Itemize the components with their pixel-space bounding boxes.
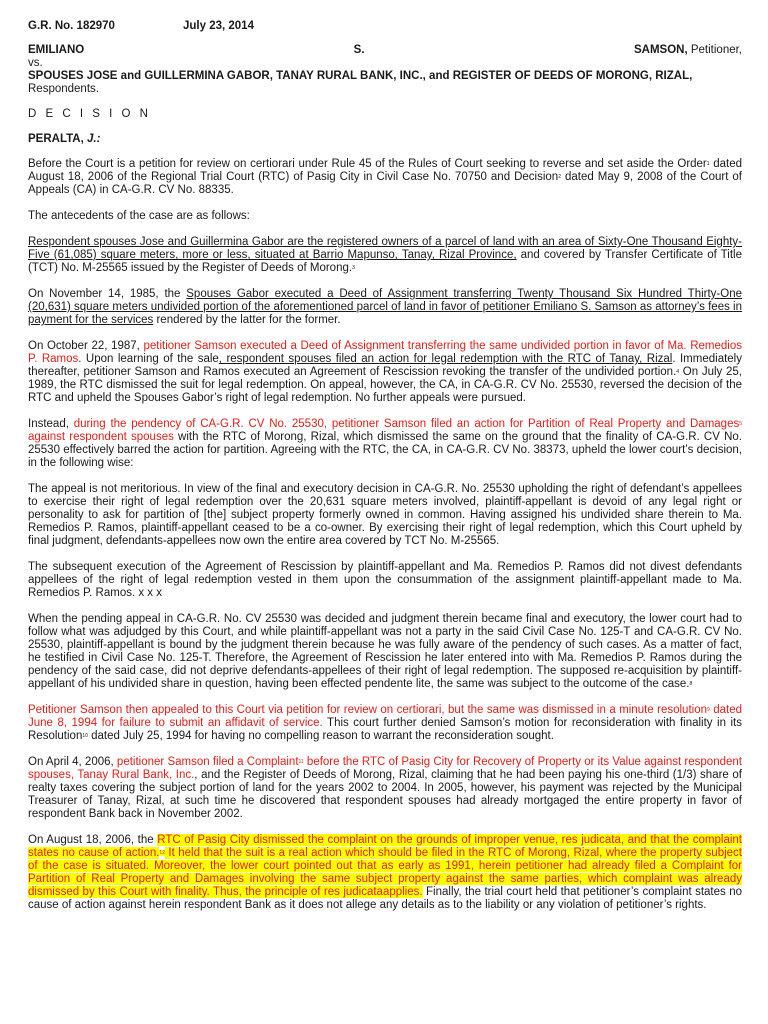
respondents-role: Respondents.: [28, 83, 99, 95]
paragraph-recovery-complaint: On April 4, 2006, petitioner Samson filed a Complaint$^{11}$ before the RTC of Pasig City for Recovery of Property or its Value against respondent spouses, Tanay Rural Bank, Inc., and the Register of Deeds of Morong, Rizal, claiming that he had been paying his one-third (1/3) share of realty taxes covering the subject portion of land for the years 2002 to 2004. In 2005, however, his payment was rejected by the Municipal Treasurer of Tanay, Rizal, at such time he discovered that respondent spouses had already mortgaged the entire property in favor of respondent Bank back in November 2002.: [28, 756, 742, 820]
footnote-ref: 12: [159, 850, 165, 856]
footnote-ref: 10: [82, 733, 88, 739]
case-number: G.R. No. 182970: [28, 20, 115, 32]
underlined-text: Respondent spouses Jose and Guillermina Gabor are the registered owners of a parcel of land with an area of Sixty-One Thousand Eighty-Five (61,085) square meters, more or less, situated at Barrio Mapunso, Tanay, Rizal Province,: [28, 236, 742, 261]
footnote-ref: 8: [689, 681, 693, 687]
decision-heading: D E C I S I O N: [28, 108, 151, 120]
paragraph-legal-redemption: On October 22, 1987, petitioner Samson executed a Deed of Assignment transferring the same undivided portion in favor of Ma. Remedios P. Ramos. Upon learning of the sale, respondent spouses filed an action for legal redemption with the RTC of Tanay, Rizal. Immediately thereafter, petitioner Samson and Ramos executed an Agreement of Rescission revoking the transfer of the undivided portion.$^4$ On July 25, 1989, the RTC dismissed the suit for legal redemption. On appeal, however, the CA, in CA-G.R. CV No. 25530, reversed the decision of the RTC and upheld the Spouses Gabor’s right of legal redemption. No further appeals were pursued.: [28, 340, 743, 404]
respondents-line: [28, 70, 742, 96]
paragraph-partition-action: Instead, during the pendency of CA-G.R. CV No. 25530, petitioner Samson filed an action for Partition of Real Property and Damages$^5$ against respondent spouses with the RTC of Morong, Rizal, which dismissed the same on the ground that the finality of CA-G.R. CV No. 25530 effectively barred the action for partition. Agreeing with the RTC, the CA, in CA-G.R. CV No. 38373, upheld the lower court’s decision, in the following wise:: [28, 418, 742, 469]
red-text: petitioner Samson filed a Complaint: [116, 756, 299, 768]
footnote-ref: 1: [706, 161, 710, 167]
ponente: PERALTA, J.:: [28, 133, 101, 145]
footnote-ref: 3: [352, 265, 355, 271]
underlined-text: Spouses Gabor executed a Deed of Assignment transferring Twenty Thousand Six Hundred Thirty-One (20,631) square meters undivided portion of the aforementioned parcel of land in favor of petitioner Emiliano S. Samson as attorney’s fees in payment for the services: [28, 288, 742, 326]
petitioner-surname: SAMSON, Petitioner,: [633, 44, 742, 56]
red-text: petitioner Samson executed a Deed of Assignment transferring the same undivided portion in favor of Ma. Remedios P. Ramos: [28, 340, 743, 365]
petitioner-first-name: EMILIANO: [28, 44, 85, 56]
paragraph-registered-owners: Respondent spouses Jose and Guillermina Gabor are the registered owners of a parcel of land with an area of Sixty-One Thousand Eighty-Five (61,085) square meters, more or less, situated at Barrio Mapunso, Tanay, Rizal Province, and covered by Transfer Certificate of Title (TCT) No. M-25565 issued by the Register of Deeds of Morong.$^3$: [28, 236, 742, 274]
case-header: [28, 20, 742, 33]
paragraph-certiorari-dismissal: Petitioner Samson then appealed to this Court via petition for review on certiorari, but the same was dismissed in a minute resolution$^9$ dated June 8, 1994 for failure to submit an affidavit of service. This court further denied Samson’s motion for reconsideration with finality in its Resolution$^{10}$ dated July 25, 1994 for having no compelling reason to warrant the reconsideration sought.: [28, 704, 742, 742]
paragraph-rtc-dismissal: On August 18, 2006, the RTC of Pasig City dismissed the complaint on the grounds of improper venue, res judicata, and that the complaint states no cause of action.$^{12}$ It held that the suit is a real action which should be filed in the RTC of Morong, Rizal, where the property subject of the case is situated. Moreover, the lower court pointed out that as early as 1991, herein petitioner had already filed a Complaint for Partition of Real Property and Damages involving the same subject property against the same parties, which complaint was already dismissed by this Court with finality. Thus, the principle of res judicataapplies. Finally, the trial court held that petitioner’s complaint states no cause of action against herein respondent Bank as it does not allege any details as to the liability or any violation of petitioner’s rights.: [28, 834, 742, 911]
petitioner-middle-initial: S.: [353, 44, 365, 56]
case-date: July 23, 2014: [183, 20, 254, 32]
red-text: Petitioner Samson then appealed to this Court via petition for review on certiorari, but the same was dismissed in a minute resolution: [28, 704, 707, 716]
red-text: against respondent spouses: [28, 431, 174, 443]
red-text: before the RTC of Pasig City for Recovery of Property or its Value against respondent spouses, Tanay Rural Bank, Inc.: [28, 756, 742, 781]
paragraph-quote-not-meritorious: The appeal is not meritorious. In view of the final and executory decision in CA-G.R. No. 25530 upholding the right of defendant’s appellees to exercise their right of legal redemption over the 20,631 square meters involved, plaintiff-appellant is devoid of any legal right or personality to ask for partition of [the] subject property formerly owned in common. Having assigned his undivided share therein to Ma. Remedios P. Ramos, plaintiff-appellant ceased to be a co-owner. By exercising their right of legal redemption, which this Court upheld by final judgment, defendants-appellees now own the entire area covered by TCT No. M-25565.: [28, 483, 742, 547]
footnote-ref: 11: [298, 759, 304, 765]
paragraph-quote-pending-appeal: When the pending appeal in CA-G.R. No. CV 25530 was decided and judgment therein became final and executory, the lower court had to follow what was adjudged by this Court, and while plaintiff-appellant was not a party in the said Civil Case No. 125-T and CA-G.R. CV No. 25530, plaintiff-appellant is bound by the judgment therein because he was fully aware of the pendency of such cases. As a matter of fact, he testified in Civil Case No. 125-T. Therefore, the Agreement of Rescission he later entered into with Ma. Remedios P. Ramos during the pendency of the said case, did not deprive defendants-appellees of their right of legal redemption. The supposed re-acquisition by plaintiff-appellant of his undivided share in question, having been effected pendente lite, the same was subject to the outcome of the case.$^8$: [28, 613, 742, 690]
footnote-ref: 9: [706, 707, 710, 713]
red-text: dated June 8, 1994 for failure to submit an affidavit of service.: [28, 704, 742, 729]
respondents-names: SPOUSES JOSE and GUILLERMINA GABOR, TANAY RURAL BANK, INC., and REGISTER OF DEEDS OF MORONG, RIZAL,: [28, 70, 693, 82]
footnote-ref: 4: [676, 369, 680, 375]
red-text: during the pendency of CA-G.R. CV No. 25530, petitioner Samson filed an action for Partition of Real Property and Damages: [73, 418, 740, 430]
versus-label: vs.: [28, 57, 43, 69]
paragraph-antecedents: The antecedents of the case are as follows:: [28, 210, 250, 222]
paragraph-deed-of-assignment: On November 14, 1985, the Spouses Gabor executed a Deed of Assignment transferring Twenty Thousand Six Hundred Thirty-One (20,631) square meters undivided portion of the aforementioned parcel of land in favor of petitioner Emiliano S. Samson as attorney’s fees in payment for the services rendered by the latter for the former.: [28, 288, 742, 326]
footnote-ref: 2: [558, 174, 561, 180]
paragraph-quote-rescission: The subsequent execution of the Agreement of Rescission by plaintiff-appellant and Ma. Remedios P. Ramos did not divest defendants appellees of the right of legal redemption vested in them upon the consummation of the assignment plaintiff-appellant made to Ma. Remedios P. Ramos. x x x: [28, 561, 742, 599]
highlighted-text: RTC of Pasig City dismissed the complaint on the grounds of improper venue, res judicata, and that the complaint states no cause of action.: [28, 834, 742, 859]
highlighted-text: It held that the suit is a real action which should be filed in the RTC of Morong, Rizal, where the property subject of the case is situated. Moreover, the lower court pointed out that as early as 1991, herein petitioner had already filed a Complaint for Partition of Real Property and Damages involving the same subject property against the same parties, which complaint was already dismissed by this Court with finality. Thus, the principle of res judicataapplies.: [28, 847, 742, 898]
underlined-text: , respondent spouses filed an action for legal redemption with the RTC of Tanay, Rizal: [218, 353, 673, 365]
petitioner-line: [28, 44, 742, 57]
paragraph-petition: Before the Court is a petition for review on certiorari under Rule 45 of the Rules of Court seeking to reverse and set aside the Order$^1$ dated August 18, 2006 of the Regional Trial Court (RTC) of Pasig City in Civil Case No. 70750 and Decision$^2$ dated May 9, 2008 of the Court of Appeals (CA) in CA-G.R. CV No. 88335.: [28, 158, 742, 196]
footnote-ref: 5: [739, 421, 742, 427]
